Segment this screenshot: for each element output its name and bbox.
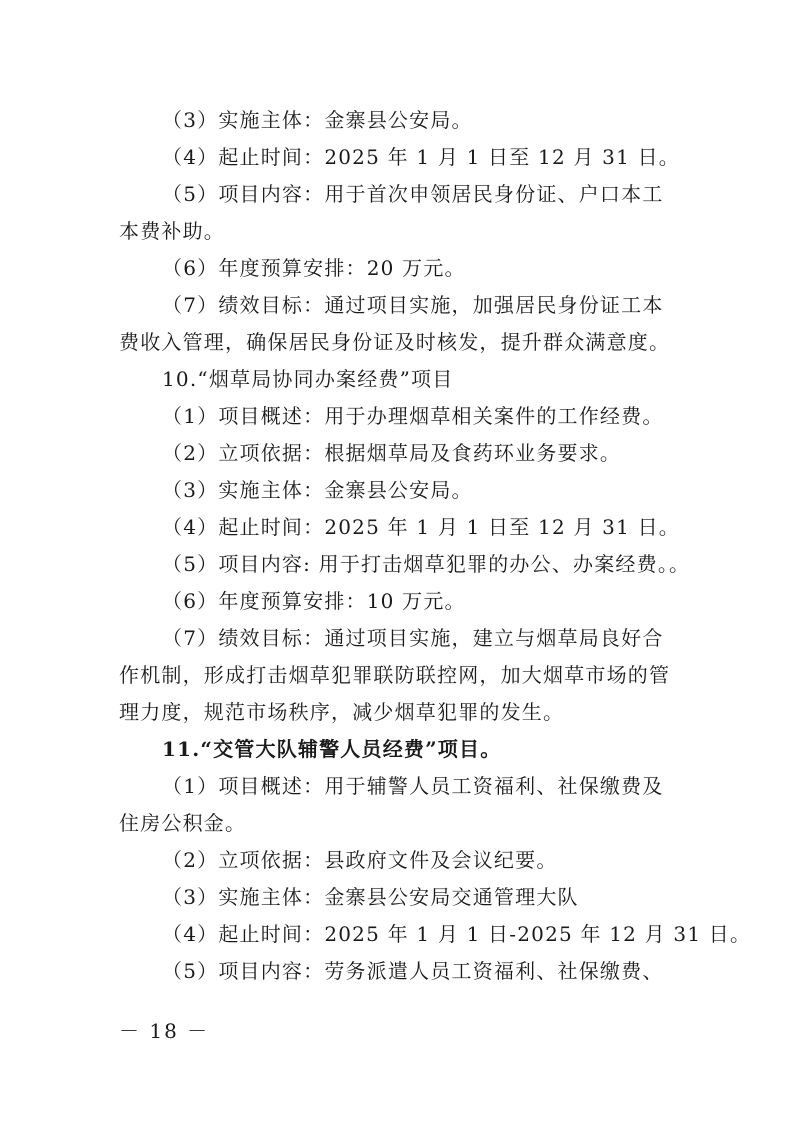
text-line: 费收入管理，确保居民身份证及时核发，提升群众满意度。 bbox=[119, 330, 671, 354]
text-line: 作机制，形成打击烟草犯罪联防联控网，加大烟草市场的管 bbox=[119, 663, 671, 687]
text-line: （2）立项依据：县政府文件及会议纪要。 bbox=[162, 848, 558, 872]
text-line: （7）绩效目标：通过项目实施，建立与烟草局良好合 bbox=[162, 626, 664, 650]
page-number: － 18 － bbox=[119, 1019, 210, 1043]
text-line: （7）绩效目标：通过项目实施，加强居民身份证工本 bbox=[162, 293, 664, 317]
text-line: 本费补助。 bbox=[119, 219, 225, 243]
text-line: （3）实施主体：金寨县公安局。 bbox=[162, 108, 473, 132]
text-line: 住房公积金。 bbox=[119, 811, 247, 835]
section-heading: 10.“烟草局协同办案经费”项目 bbox=[162, 367, 454, 391]
section-heading: 11.“交管大队辅警人员经费”项目。 bbox=[162, 737, 502, 761]
text-line: （6）年度预算安排：10 万元。 bbox=[162, 589, 466, 613]
text-line: （4）起止时间：2025 年 1 月 1 日至 12 月 31 日。 bbox=[162, 145, 680, 169]
text-line: （5）项目内容：劳务派遣人员工资福利、社保缴费、 bbox=[162, 959, 664, 983]
text-line: 理力度，规范市场秩序，减少烟草犯罪的发生。 bbox=[119, 700, 565, 724]
text-line: （3）实施主体：金寨县公安局交通管理大队 bbox=[162, 885, 579, 909]
text-line: （5）项目内容: 用于打击烟草犯罪的办公、办案经费。。 bbox=[162, 552, 691, 576]
text-line: （2）立项依据：根据烟草局及食药环业务要求。 bbox=[162, 441, 622, 465]
text-line: （4）起止时间：2025 年 1 月 1 日-2025 年 12 月 31 日。 bbox=[162, 922, 752, 946]
text-line: （1）项目概述：用于辅警人员工资福利、社保缴费及 bbox=[162, 774, 664, 798]
text-line: （3）实施主体：金寨县公安局。 bbox=[162, 478, 473, 502]
text-line: （5）项目内容：用于首次申领居民身份证、户口本工 bbox=[162, 182, 664, 206]
text-line: （4）起止时间：2025 年 1 月 1 日至 12 月 31 日。 bbox=[162, 515, 680, 539]
text-line: （6）年度预算安排：20 万元。 bbox=[162, 256, 466, 280]
text-line: （1）项目概述：用于办理烟草相关案件的工作经费。 bbox=[162, 404, 664, 428]
